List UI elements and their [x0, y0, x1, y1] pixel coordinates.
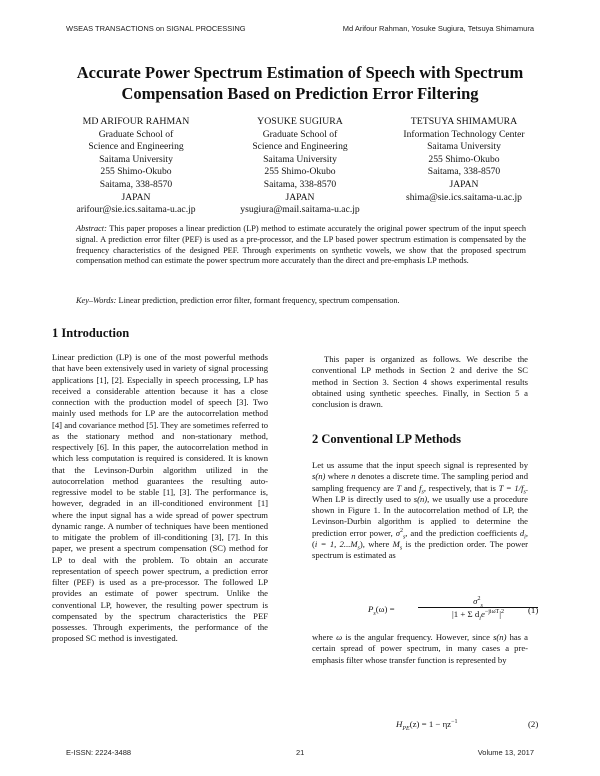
sec2-text: , and the prediction coefficients — [405, 527, 520, 538]
footer-issn: E-ISSN: 2224-3488 — [66, 748, 132, 757]
right-column-organization — [312, 354, 528, 410]
math-s-n: s(n) — [312, 471, 326, 482]
author-affiliation-line: Information Technology Center — [403, 128, 525, 140]
math-sub: s — [402, 534, 406, 541]
author-3 — [384, 116, 544, 217]
math-M: M — [392, 538, 400, 549]
author-affiliation-line: JAPAN — [285, 191, 315, 203]
math-n: n — [351, 471, 356, 482]
eq1-lhs-arg: (ω) = — [375, 604, 395, 614]
keywords — [76, 296, 526, 307]
author-email: arifour@sie.ics.saitama-u.ac.jp — [76, 204, 196, 216]
keywords-text: Linear prediction, prediction error filter, formant frequency, spectrum compensation. — [118, 296, 400, 305]
math-fs: f — [419, 482, 422, 493]
author-affiliation-line: Saitama University — [263, 153, 337, 165]
author-email: ysugiura@mail.saitama-u.ac.jp — [240, 204, 360, 216]
author-affiliation-line: 255 Shimo-Okubo — [100, 166, 172, 178]
eq1-lhs-sub: s — [373, 610, 376, 617]
math-T: T — [396, 482, 402, 493]
sec2-paragraph: Let us assume that the input speech signal is represented by s(n) where n denotes a discrete time. The sampling period and sampling frequency are T and $f_s$, respectively, that is $T = 1/f_s$. When LP is directly used to s(n), we usually use a procedure shown in Figure 1. In the autocorrelation method of LP, the Levinson-Durbin algorithm is applied to determine the prediction error power, $\sigma^2_s$, and the prediction coefficients $d_i$, (i = 1, $2...M_s$), where $M_s$ is the prediction order. The power spectrum is estimated as — [312, 460, 528, 560]
sec2-text: , we usually use a procedure shown in Figure 1. In the autocorrelation method of LP, the Levinson-Durbin algorithm is applied to determine the prediction error power, — [312, 493, 528, 538]
title-line-2: Compensation Based on Prediction Error Filtering — [121, 84, 479, 103]
author-affiliation-line: Science and Engineering — [252, 141, 348, 153]
section-heading-conventional-lp: 2 Conventional LP Methods — [312, 432, 461, 446]
math-s-n: s(n) — [493, 632, 507, 642]
math-T-eq: T = 1/f — [498, 482, 524, 493]
eq1-denominator: |1 + Σ d — [452, 609, 480, 619]
math-sub: s — [421, 489, 424, 496]
author-affiliation-line: Graduate School of — [98, 128, 174, 140]
author-affiliation-line: Saitama, 338-8570 — [263, 178, 337, 190]
sec2-text: and — [401, 482, 420, 493]
equation-2-number: (2) — [528, 719, 539, 729]
left-column — [52, 352, 268, 645]
footer-volume: Volume 13, 2017 — [477, 748, 534, 757]
abstract-text: This paper proposes a linear prediction (LP) method to estimate accurately the original power spectrum of the input speech signal. A prediction error filter (PEF) is used as a pre-processor, and the LP based power spectrum estimation is compensated by the frequency characteristics of the designed PEF. Through experiments on synthetic vowels, we show that the proposed spectrum compensation method can estimate the power spectrum more accurately than the direct and pre-emphasis LP methods. — [76, 224, 526, 266]
abstract-label: Abstract: — [76, 224, 107, 233]
sec2-text: denotes a discrete time. The sampling period and sampling frequency are — [312, 471, 528, 493]
equation-2 — [396, 719, 458, 732]
sec2-text: has a certain spread of power spectrum, in many cases a pre-emphasis filter whose transfer function is represented by — [312, 632, 528, 665]
eq1-numerator: σ — [473, 596, 478, 606]
section-heading-introduction: 1 Introduction — [52, 326, 130, 340]
math-s-n: s(n) — [413, 493, 428, 504]
math-sub: s — [399, 545, 403, 552]
math-sub: s — [523, 489, 526, 496]
author-affiliation-line: Saitama University — [427, 141, 501, 153]
author-name: YOSUKE SUGIURA — [257, 116, 343, 127]
eq2-H: H — [396, 719, 403, 729]
sec2-text: where — [325, 471, 352, 482]
sec2-text: where — [312, 632, 337, 642]
right-column-after-eq1 — [312, 632, 528, 666]
author-name: TETSUYA SHIMAMURA — [410, 116, 518, 127]
math-sub: s — [357, 545, 360, 552]
paper-title — [40, 62, 560, 104]
author-affiliation-line: 255 Shimo-Okubo — [428, 153, 500, 165]
eq2-sub: PE — [402, 725, 410, 732]
author-affiliation-line: Graduate School of — [262, 128, 338, 140]
math-i-range: i = 1, 2...M — [314, 538, 358, 549]
math-omega: ω — [336, 632, 343, 642]
author-affiliation-line: Saitama, 338-8570 — [427, 166, 501, 178]
author-1 — [56, 116, 216, 217]
sec2-text: is the prediction order. The power spectrum is estimated as — [312, 538, 528, 560]
sec2-text: , respectively, that is — [423, 482, 499, 493]
abstract — [76, 224, 526, 267]
author-affiliation-line: Science and Engineering — [88, 141, 184, 153]
author-affiliation-line: Saitama, 338-8570 — [99, 178, 173, 190]
after-eq1-paragraph — [312, 632, 528, 666]
math-d: d — [519, 527, 525, 538]
author-affiliation-line: Saitama University — [99, 153, 173, 165]
keywords-label: Key–Words: — [76, 296, 117, 305]
author-affiliation-line: JAPAN — [121, 191, 151, 203]
eq1-lhs: P — [368, 604, 374, 614]
math-sigma: σ — [395, 527, 400, 538]
running-header-authors: Md Arifour Rahman, Yosuke Sugiura, Tetsuya Shimamura — [342, 24, 534, 33]
eq2-rest: (z) = 1 − ηz — [409, 719, 452, 729]
author-2 — [220, 116, 380, 217]
title-line-1: Accurate Power Spectrum Estimation of Speech with Spectrum — [76, 63, 524, 82]
author-block — [56, 116, 544, 217]
sec2-text: Let us assume that the input speech signal is represented by — [312, 460, 528, 470]
sec2-text: ), where — [359, 538, 393, 549]
sec2-text: , ( — [312, 527, 528, 549]
footer-page-number: 21 — [296, 748, 305, 757]
intro-paragraph: Linear prediction (LP) is one of the most powerful methods that have been extensively used in variety of signal processing applications [1], [2]. Especially in speech processing, LP has received a considerable attention because it has a close connection with the production model of speech [3]. Two mainly used methods for LP are the autocorrelation method [4] and covariance method [5]. They are sometimes referred to as the stationary method and non-stationary method, respectively [6]. In this paper, the autocorrelation method in which less computation is required is considered. It is known that the Levinson-Durbin algorithm utilized in the autocorrelation method guarantees the resulting auto-regressive model to be stable [1], [3]. The performance is, however, degraded in an ill-conditioned environment [1] where the input signal has a wide spread of power spectrum dynamic range. A number of techniques have been mentioned to mitigate the problem of ill-conditioning [3], [7]. In this paper, we present a spectrum compensation (SC) method for LP to deal with the problem. To obtain an accurate representation of speech power spectrum, a prediction error filter (PEF) is used as a pre-processor. The followed LP provides an estimate of power spectrum. Unlike the conventional LP, however, the resulting power spectrum is compensated by the spectrum characteristics the PEF possesses. Through experiments, the performance of the proposed SC method is investigated. — [52, 352, 268, 644]
organization-paragraph: This paper is organized as follows. We describe the conventional LP methods in Section 2 and derive the SC method in Section 3. Section 4 shows experimental results obtained using synthetic speeches. Finally, in Section 5 a conclusion is drawn. — [312, 354, 528, 409]
right-column-sec2 — [312, 460, 528, 561]
equation-1-number: (1) — [528, 605, 539, 615]
author-affiliation-line: JAPAN — [449, 178, 479, 190]
author-email: shima@sie.ics.saitama-u.ac.jp — [406, 191, 522, 203]
eq2-sup: −1 — [451, 719, 458, 726]
sec2-text: . When LP is directly used to — [312, 482, 528, 504]
sec2-text: is the angular frequency. However, since — [342, 632, 494, 642]
author-affiliation-line: 255 Shimo-Okubo — [264, 166, 336, 178]
author-name: MD ARIFOUR RAHMAN — [82, 116, 190, 127]
running-header-journal: WSEAS TRANSACTIONS on SIGNAL PROCESSING — [66, 24, 246, 33]
